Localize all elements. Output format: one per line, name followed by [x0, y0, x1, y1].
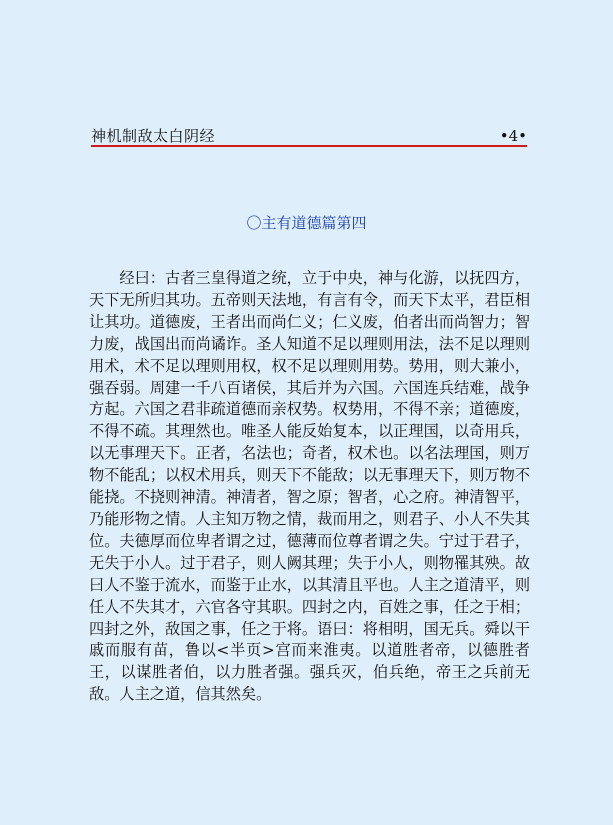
section-title: 〇主有道德篇第四 [246, 214, 367, 232]
book-title: 神机制敌太白阴经 [91, 127, 216, 145]
body-paragraph: 经曰：古者三皇得道之统，立于中央，神与化游，以抚四方，天下无所归其功。五帝则天法地，有言有令，而天下太平，君臣相让其功。道德废，王者出而尚仁义；仁义废，伯者出而尚智力；智力废，战国出而尚谲诈。圣人知道不足以理则用法，法不足以理则用术，术不足以理则用权，权不足以理则用势。势用，则大兼小，强吞弱。周建一千八百诸侯，其后并为六国。六国连兵结难，战争方起。六国之君非疏道德而亲权势。权势用，不得不亲；道德废，不得不疏。其理然也。唯圣人能反始复本，以正理国，以奇用兵，以无事理天下。正者，名法也；奇者，权术也。以名法理国，则万物不能乱；以权术用兵，则天下不能敌；以无事理天下，则万物不能挠。不挠则神清。神清者，智之原；智者，心之府。神清智平，乃能形物之情。人主知万物之情，裁而用之，则君子、小人不失其位。夫德厚而位卑者谓之过，德薄而位尊者谓之失。宁过于君子，无失于小人。过于君子，则人阙其理；失于小人，则物罹其殃。故曰人不鉴于流水，而鉴于止水，以其清且平也。人主之道清平，则任人不失其才，六官各守其职。四封之内，百姓之事，任之于相；四封之外，敌国之事，任之于将。语曰：将相明，国无兵。舜以干戚而服有苗，鲁以<半页>宫而来淮夷。以道胜者帝，以德胜者王，以谋胜者伯，以力胜者强。强兵灭，伯兵绝，帝王之兵前无敌。人主之道，信其然矣。 [89, 269, 530, 704]
running-header [91, 126, 527, 146]
page-number: •4• [499, 127, 527, 145]
header-divider [91, 145, 527, 147]
